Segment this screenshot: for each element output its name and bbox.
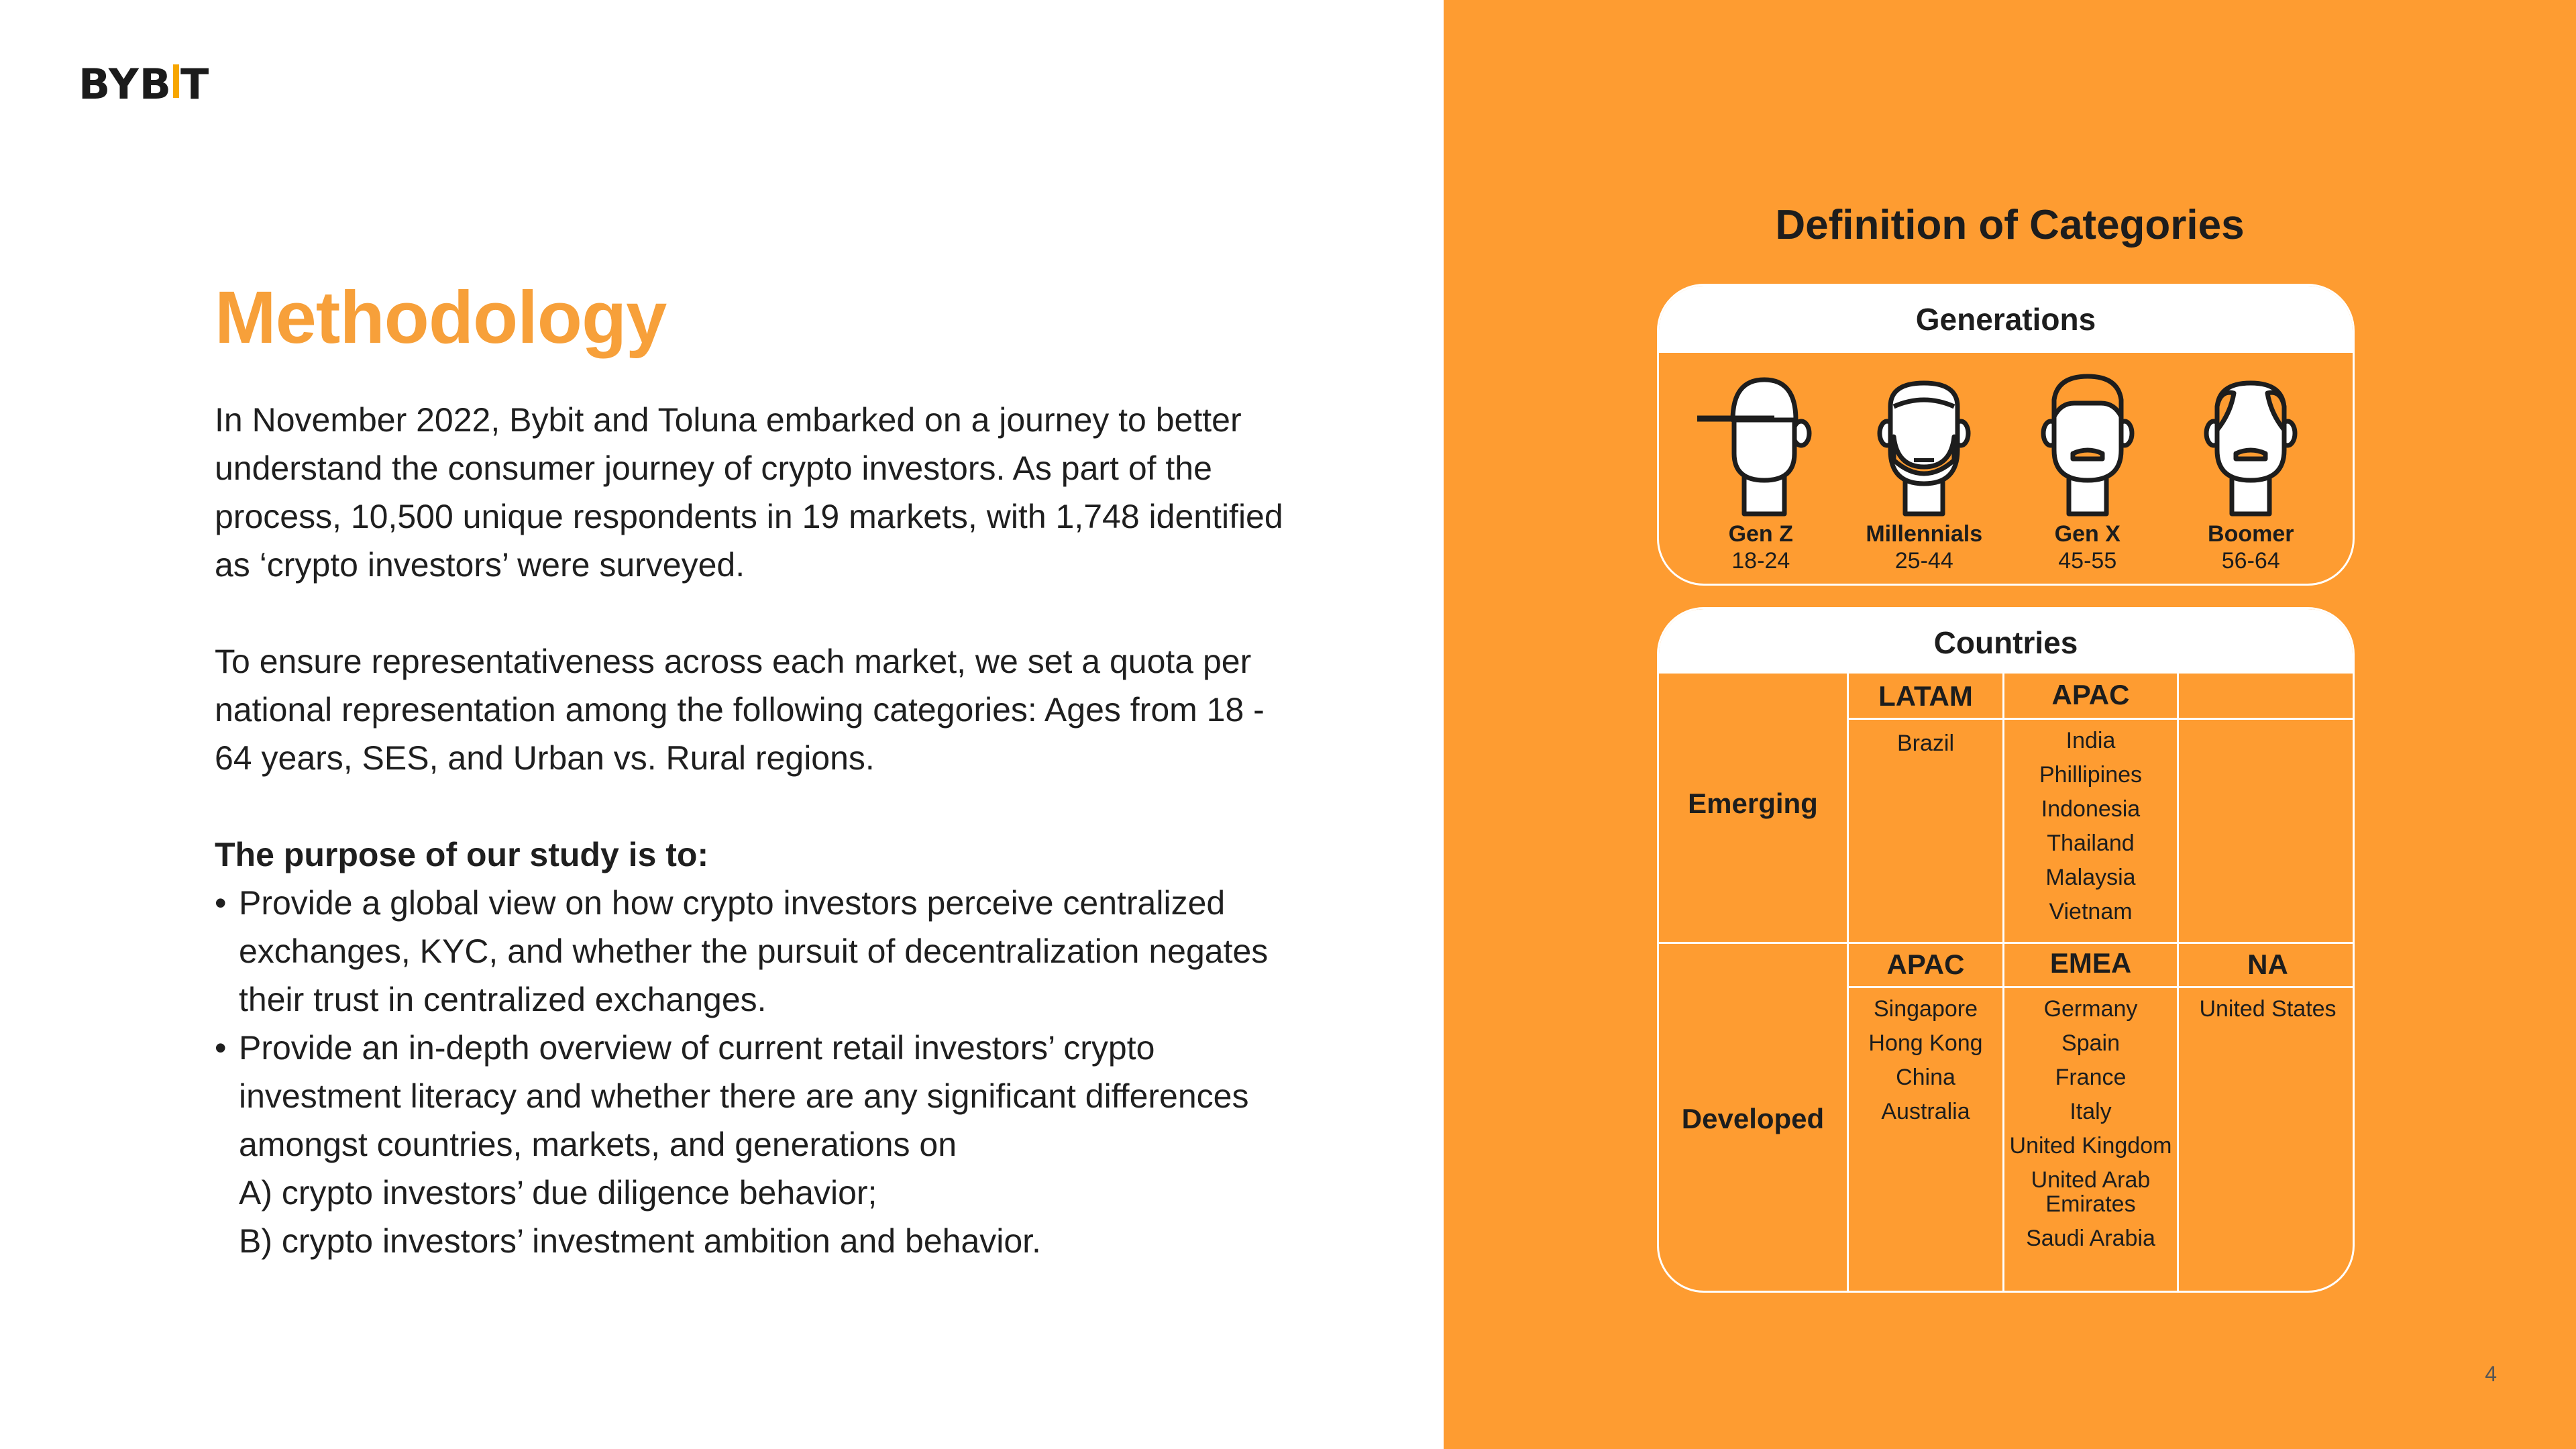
generations-heading: Generations	[1659, 286, 2353, 353]
country-item: Germany	[2043, 996, 2138, 1022]
bullet-dot: •	[215, 1029, 227, 1067]
column-header: LATAM	[1878, 680, 1973, 712]
bullet-dot: •	[215, 884, 227, 922]
grid-divider	[1847, 718, 2355, 720]
sub-item: B) crypto investors’ investment ambition and behavior.	[239, 1222, 1041, 1260]
intro-paragraph: In November 2022, Bybit and Toluna embarked on a journey to better understand the consumer journey of crypto investors. As part of the process, 10,500 unique respondents in 19 markets, with 1,748 identified as ‘crypto investors’ were surveyed.	[215, 401, 1283, 584]
logo-text-right: T	[180, 59, 210, 109]
gen-z-face-icon	[1694, 366, 1828, 521]
country-list-developed-na	[2179, 997, 2355, 1031]
sub-item: A) crypto investors’ due diligence behavior;	[239, 1174, 877, 1212]
country-item: Italy	[2070, 1099, 2112, 1124]
country-item: Thailand	[2047, 830, 2135, 856]
generation-age: 25-44	[1894, 548, 1953, 574]
country-item: Phillipines	[2039, 762, 2143, 788]
logo-text-left: BYB	[78, 59, 172, 109]
country-item: Australia	[1881, 1099, 1970, 1124]
column-header: APAC	[2051, 679, 2130, 710]
grid-divider	[1847, 986, 2355, 988]
bybit-logo	[78, 60, 209, 107]
row-label-emerging: Emerging	[1688, 788, 1818, 819]
country-item: United States	[2199, 996, 2337, 1022]
representativeness-paragraph: To ensure representativeness across each market, we set a quota per national representation among the following categories: Ages from 18 - 64 years, SES, and Urban vs. Rural regions.	[215, 643, 1265, 777]
column-header: APAC	[1886, 949, 1965, 980]
grid-divider	[1847, 674, 1849, 1293]
country-item: Singapore	[1873, 996, 1978, 1022]
generation-age: 56-64	[2221, 548, 2280, 574]
generation-age: 45-55	[2058, 548, 2117, 574]
country-item: France	[2055, 1065, 2127, 1090]
country-item: Malaysia	[2045, 865, 2136, 890]
gen-x-face-icon	[2021, 366, 2155, 521]
country-list-developed-apac	[1849, 997, 2002, 1134]
bullet-text: Provide an in-depth overview of current retail investors’ crypto investment literacy and whether there are any significant differences amongst countries, markets, and generations on	[239, 1029, 1249, 1163]
generation-name: Millennials	[1866, 521, 1983, 547]
logo-bar	[173, 64, 179, 98]
countries-heading: Countries	[1659, 609, 2353, 674]
generations-row	[1659, 353, 2353, 574]
country-item: Hong Kong	[1868, 1030, 1983, 1056]
country-item: Brazil	[1896, 731, 1955, 756]
generation-item	[2177, 366, 2324, 574]
boomer-face-icon	[2184, 366, 2318, 521]
column-header: EMEA	[2049, 947, 2132, 979]
generation-name: Gen Z	[1728, 521, 1793, 547]
row-label-developed: Developed	[1681, 1103, 1825, 1134]
country-item: Saudi Arabia	[2026, 1226, 2155, 1251]
generation-name: Gen X	[2054, 521, 2121, 547]
generation-item	[2014, 366, 2161, 574]
country-item: United Kingdom	[2009, 1133, 2172, 1159]
purpose-bullet	[215, 1024, 1288, 1169]
country-list-developed-emea	[2004, 997, 2177, 1260]
methodology-body	[215, 396, 1288, 1265]
generation-name: Boomer	[2208, 521, 2294, 547]
definition-title: Definition of Categories	[1775, 202, 2245, 248]
country-item: Vietnam	[2049, 899, 2133, 924]
millennial-face-icon	[1857, 366, 1991, 521]
countries-card	[1657, 607, 2355, 1293]
generations-card	[1657, 284, 2355, 586]
purpose-bullet	[215, 879, 1288, 1024]
country-list-emerging-latam	[1849, 731, 2002, 765]
countries-grid	[1659, 674, 2353, 1293]
country-item: India	[2065, 728, 2116, 753]
country-item: Indonesia	[2041, 796, 2141, 822]
page-title: Methodology	[215, 276, 667, 359]
generation-age: 18-24	[1731, 548, 1790, 574]
country-item: China	[1896, 1065, 1955, 1090]
country-item: United Arab Emirates	[2031, 1167, 2151, 1217]
country-item: Spain	[2061, 1030, 2120, 1056]
generation-item	[1850, 366, 1998, 574]
page-number: 4	[2485, 1362, 2497, 1386]
grid-divider	[1659, 942, 2355, 944]
purpose-heading: The purpose of our study is to:	[215, 836, 709, 873]
grid-divider	[2177, 674, 2179, 1293]
bullet-text: Provide a global view on how crypto investors perceive centralized exchanges, KYC, and whether the pursuit of decentralization negates their trust in centralized exchanges.	[239, 884, 1269, 1018]
column-header: NA	[2247, 949, 2288, 980]
country-list-emerging-apac	[2004, 729, 2177, 934]
generation-item	[1687, 366, 1835, 574]
